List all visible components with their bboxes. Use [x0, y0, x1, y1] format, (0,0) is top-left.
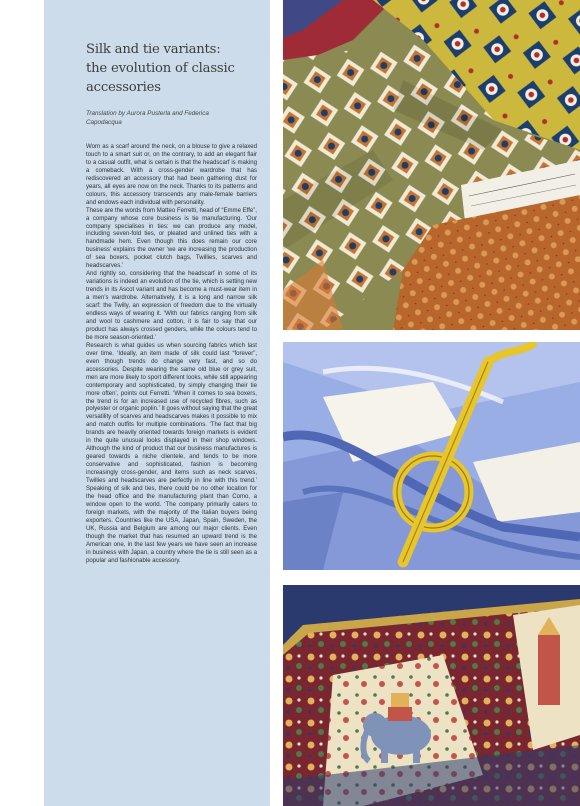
article-paragraph-2: These are the words from Matteo Ferretti, head of “Emme Effe”, a company whose core business is tie manufacturing. ‘Our company specialises in ties: we can produce any model, including seven-fold ties, or pleated and unlined ties with a handmade hem. Even though this does remain our core business’ explains the owner ‘we are increasing the production of sea boxers, pocket clutch bags, Twillies, scarves and headscarves.’ [86, 207, 257, 270]
blue-bit-pattern-scarf-photo [283, 342, 580, 570]
translation-credit [86, 109, 257, 127]
patterned-silk-ties-photo [283, 0, 580, 330]
article-text-panel [44, 0, 270, 806]
article-title [86, 40, 257, 97]
bit-scarf-photo-icon [283, 342, 580, 570]
article-title-line-1: Silk and tie variants: [86, 42, 221, 57]
translation-credit-line-1: Translation by Aurora Pusterla and Federica [86, 110, 209, 117]
article-paragraph-3: And rightly so, considering that the headscarf in some of its variations is indeed an evolution of the tie, which is setting new trends in its Ascot variant and has become a must-wear item in a men’s wardrobe. Alternatively, it is a long and narrow silk scarf: the Twilly, an expression of freedom due to the virtually endless ways of wearing it. ‘With our fabrics ranging from silk and wool to cashmere and cotton, it is fair to say that our product has always crossed genders, while the colours tend to be more season-oriented.’ [86, 271, 257, 341]
article-paragraph-4: Research is what guides us when sourcing fabrics which last over time. ‘Ideally, an item made of silk could last “forever”, even though trends do change very fast, and so do accessories. Despite wearing the same old blue or grey suit, men are more likely to sport different looks, while still appearing contemporary and sophisticated, by simply changing their tie more often’, points out Ferretti. ‘When it comes to sea boxers, the trend is for an increased use of recycled fibres, such as polyester or organic poplin.’ It goes without saying that the great versatility of scarves and headscarves makes it possible to mix and match outfits for multiple combinations. ‘The fact that big brands are heavily oriented towards foreign markets is evident in the quite unusual looks displayed in their shop windows. Although the kind of product that our business manufactures is geared towards a niche clientele, and tends to be more conservative and sophisticated, fashion is becoming increasingly cross-gender, and items such as neck scarves, Twillies and headscarves are perfectly in line with this trend.’ Speaking of silk and ties, there could be no other location for the head office and the manufacturing plant than Como, a window open to the world. ‘The company primarily caters to foreign markets, with the majority of the Italian buyers being exporters. Countries like the USA, Japan, Spain, Sweden, the UK, Russia and Belgium are among our major clients. Even though the market that has resumed an upward trend is the American one, in the last few years we have seen an increase in business with Japan, a country where the tie is still seen as a popular and fashionable accessory. [86, 342, 257, 564]
article-body [86, 144, 257, 566]
translation-credit-line-2: Capodacqua [86, 119, 122, 126]
article-title-line-3: accessories [86, 80, 161, 95]
elephant-scarf-photo-icon [283, 585, 580, 806]
elephant-paisley-scarf-photo [283, 585, 580, 806]
ties-photo-icon [283, 0, 580, 330]
article-title-line-2: the evolution of classic [86, 61, 235, 76]
article-paragraph-1: Worn as a scarf around the neck, on a blouse to give a relaxed touch to a smart suit or, on the contrary, to add an elegant flair to a casual outfit, what is certain is that the headscarf is making a comeback. With a cross-gender wardrobe that has rediscovered an accessory that had been gathering dust for years, all eyes are now on the neck. Thanks to its patterns and colours, this accessory transcends any male-female barriers and endows each individual with personality. [86, 144, 257, 206]
